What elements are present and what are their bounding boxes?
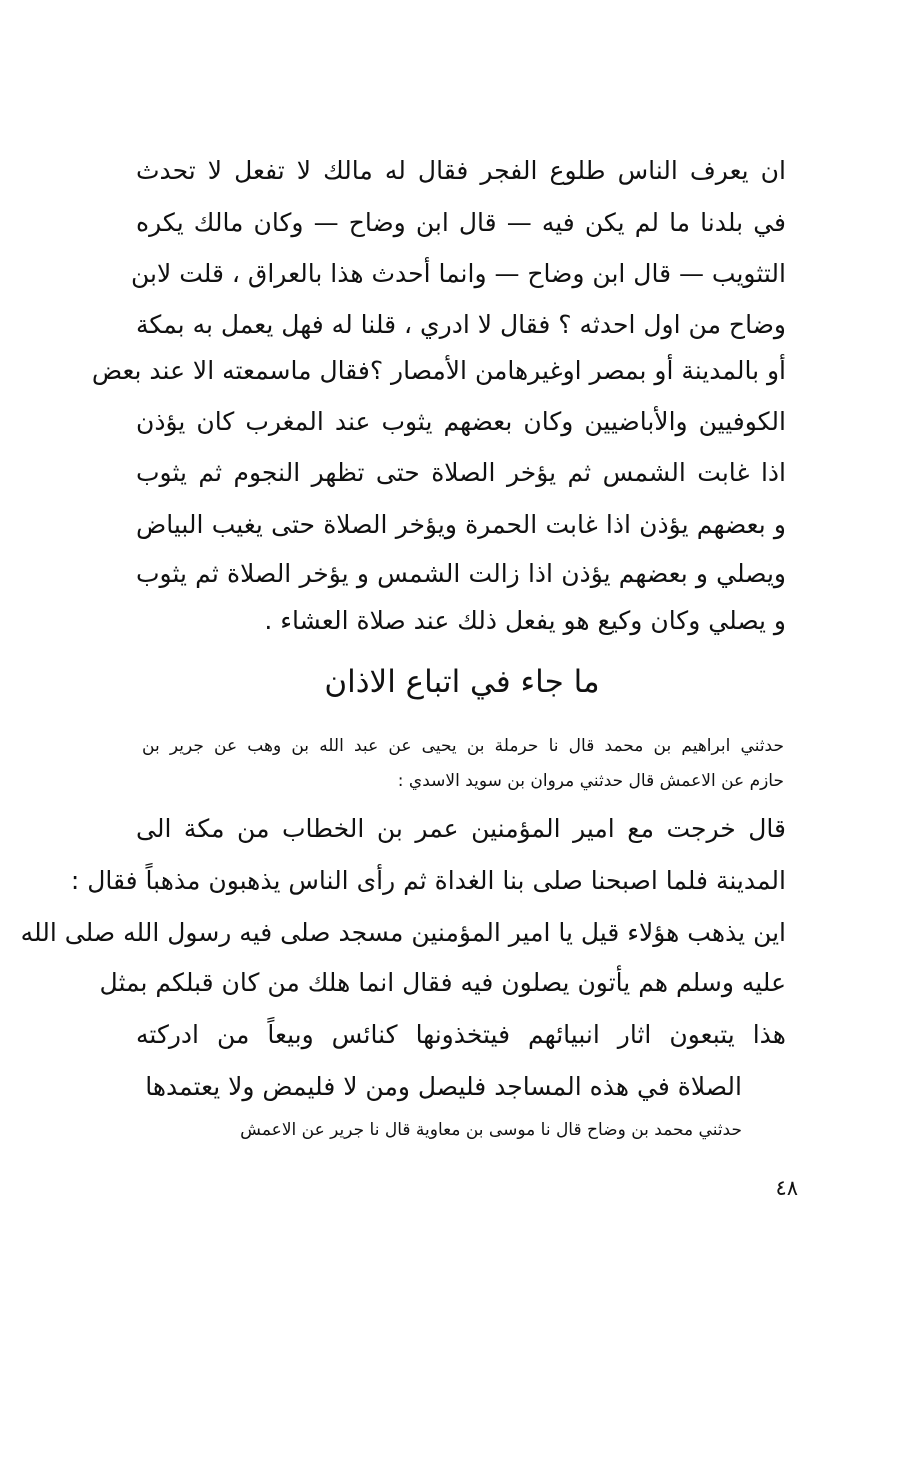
paragraph-line: ان يعرف الناس طلوع الفجر فقال له مالك لا تفعل لا تحدث [136, 156, 786, 185]
paragraph-line: قال خرجت مع امير المؤمنين عمر بن الخطاب من مكة الى [136, 814, 786, 843]
paragraph-line: الكوفيين والأباضيين وكان بعضهم يثوب عند المغرب كان يؤذن [136, 407, 786, 436]
paragraph-line: و يصلي وكان وكيع هو يفعل ذلك عند صلاة العشاء . [264, 606, 786, 635]
paragraph-line: الصلاة في هذه المساجد فليصل ومن لا فليمض ولا يعتمدها [145, 1072, 742, 1101]
paragraph-line: عليه وسلم هم يأتون يصلون فيه فقال انما هلك من كان قبلكم بمثل [99, 968, 786, 997]
paragraph-line: و بعضهم يؤذن اذا غابت الحمرة ويؤخر الصلاة حتى يغيب البياض [136, 510, 786, 539]
paragraph-line: هذا يتبعون اثار انبيائهم فيتخذونها كنائس وبيعاً من ادركته [136, 1020, 786, 1049]
paragraph-line: أو بالمدينة أو بمصر اوغيرهامن الأمصار ؟فقال ماسمعته الا عند بعض [91, 356, 786, 385]
paragraph-line: وضاح من اول احدثه ؟ فقال لا ادري ، قلنا له فهل يعمل به بمكة [136, 310, 786, 339]
paragraph-line: ويصلي و بعضهم يؤذن اذا زالت الشمس و يؤخر الصلاة ثم يثوب [136, 559, 786, 588]
paragraph-line: اذا غابت الشمس ثم يؤخر الصلاة حتى تظهر النجوم ثم يثوب [136, 458, 786, 487]
page-number: ٤٨ [775, 1176, 798, 1200]
isnad-line: حدثني ابراهيم بن محمد قال نا حرملة بن يحيى عن عبد الله بن وهب عن جرير بن [142, 736, 784, 756]
isnad-line: حدثني محمد بن وضاح قال نا موسى بن معاوية قال نا جرير عن الاعمش [240, 1120, 742, 1140]
paragraph-line: اين يذهب هؤلاء قيل يا امير المؤمنين مسجد صلى فيه رسول الله صلى الله [20, 918, 786, 947]
section-heading: ما جاء في اتباع الاذان [324, 664, 600, 700]
paragraph-line: التثويب — قال ابن وضاح — وانما أحدث هذا بالعراق ، قلت لابن [131, 259, 786, 288]
paragraph-line: في بلدنا ما لم يكن فيه — قال ابن وضاح — وكان مالك يكره [136, 208, 786, 237]
isnad-line: حازم عن الاعمش قال حدثني مروان بن سويد الاسدي : [397, 771, 784, 791]
paragraph-line: المدينة فلما اصبحنا صلى بنا الغداة ثم رأى الناس يذهبون مذهباً فقال : [70, 866, 786, 895]
